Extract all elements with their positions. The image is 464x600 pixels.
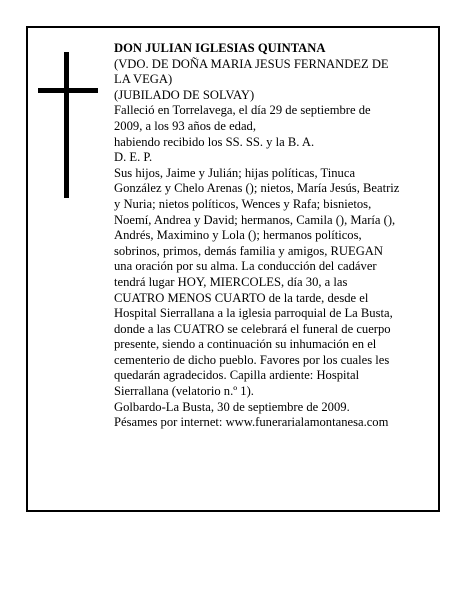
deceased-name: DON JULIAN IGLESIAS QUINTANA bbox=[114, 41, 326, 55]
obituary-text bbox=[114, 41, 400, 431]
retired-from: (JUBILADO DE SOLVAY) bbox=[114, 87, 255, 102]
place-date: Golbardo-La Busta, 30 de septiembre de 2009. bbox=[114, 399, 350, 414]
sacraments-line: habiendo recibido los SS. SS. y la B. A. bbox=[114, 134, 315, 149]
dep-line: D. E. P. bbox=[114, 150, 153, 165]
condolences-line: Pésames por internet: www.funerarialamontanesa.com bbox=[114, 415, 389, 430]
cross-icon bbox=[38, 52, 98, 198]
obituary-body: Sus hijos, Jaime y Julián; hijas políticas, Tinuca González y Chelo Arenas (); nietos, María Jesús, Beatriz y Nuria; nietos políticos, Wences y Rafa; bisnietos, Noemí, Andrea y David; hermanos, Camila (), María (), Andrés, Maximino y Lola (); hermanos políticos, sobrinos, primos, demás familia y amigos, RUEGAN una oración por su alma. La conducción del cadáver tendrá lugar HOY, MIERCOLES, día 30, a las CUATRO MENOS CUARTO de la tarde, desde el Hospital Sierrallana a la iglesia parroquial de La Busta, donde a las CUATRO se celebrará el funeral de cuerpo presente, siendo a continuación su inhumación en el cementerio de dicho pueblo. Favores por los cuales les quedarán agradecidos. Capilla ardiente: Hospital Sierrallana (velatorio n.º 1). bbox=[114, 165, 400, 399]
widower-of: (VDO. DE DOÑA MARIA JESUS FERNANDEZ DE LA VEGA) bbox=[114, 56, 389, 87]
death-notice: Falleció en Torrelavega, el día 29 de septiembre de 2009, a los 93 años de edad, bbox=[114, 103, 371, 133]
